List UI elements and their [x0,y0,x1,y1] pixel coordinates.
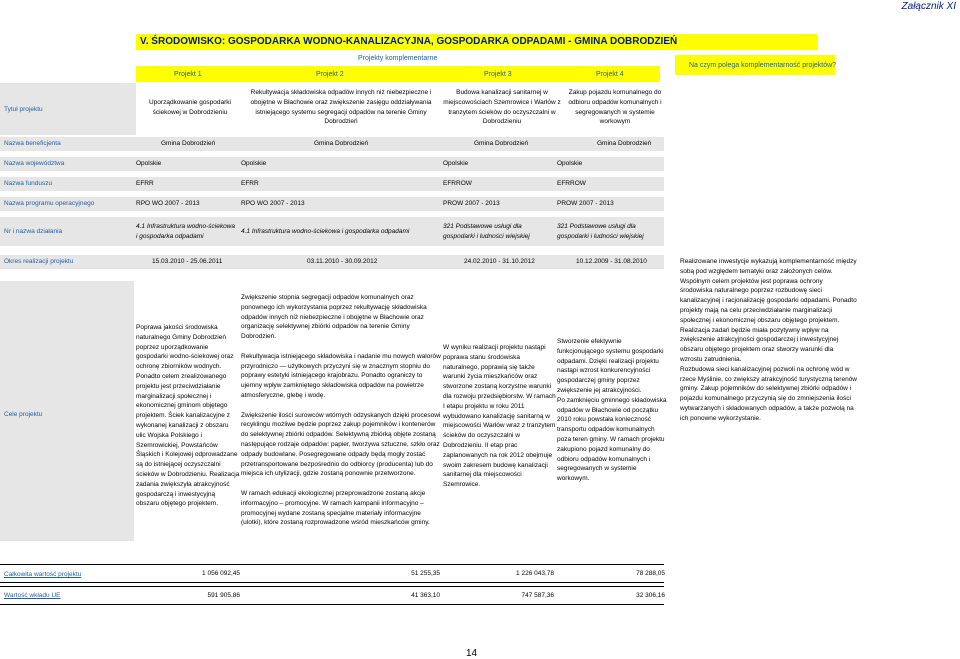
project-3-fund: EFRROW [443,180,472,187]
action-row-label: Nr i nazwa działania [4,228,63,235]
project-1-header: Projekt 1 [174,71,202,78]
project-2-voivodeship: Opolskie [241,160,267,167]
voivodeship-row-label: Nazwa województwa [4,160,65,167]
project-4-period: 10.12.2009 - 31.08.2010 [576,258,647,265]
project-2-goals: Zwiększenie stopnia segregacji odpadów komunalnych oraz ponownego ich wykorzystania poprzez rekultywację składowiska odpadów innych niż niebezpieczne i obojętne w Błachowie oraz organizację selektywnej zbiórki odpadów na terenie Gminy Dobrodzień. Rekultywacja istniejącego składowiska i nadanie mu nowych walorów przyrodniczo — użytkowych przyczyni się w znacznym stopniu do poprawy estetyki istniejącego krajobrazu. Ponadto ograniczy to ujemny wpływ zamkniętego składowiska odpadów na powietrze atmosferyczne, glebę i wodę. Zwiększenie ilości surowców wtórnych odzyskanych dzięki procesowi recyklingu możliwe będzie poprzez zakup pojemników i kontenerów do selektywnej zbiórki odpadów. Selektywną zbiórką objęte zostaną następujące rodzaje odpadów: papier, tworzywa sztuczne, szkło oraz odpady budowlane. Posegregowane odpady będą mogły zostać przetransportowane bezpośrednio do odbiorcy (producenta) lub do miejsca ich utylizacji, gdzie zostaną ponownie przetworzone. W ramach edukacji ekologicznej przeprowadzone zostaną akcje informacyjno – promocyjne. W ramach kampanii informacyjno – promocyjnej wydane zostaną specjalne materiały informacyjne (ulotki), które zostaną rozprowadzone wśród mieszkańców gminy. [241,294,441,527]
project-4-goals: Stworzenie efektywnie funkcjonującego systemu gospodarki odpadami. Dzięki realizacji projektu nastąpi wzrost konkurencyjności gospodarczej gminy poprzez zwiększenie jej atrakcyjności. Po zamknięciu gminnego składowiska odpadów w Błachowie od początku 2010 roku powstała konieczność transportu odpadów komunalnych poza teren gminy. W ramach projektu zakupiono pojazd komunalny do odbioru odpadów komunalnych i segregowanych w systemie workowym. [557,338,667,483]
projects-group-label: Projekty komplementarne [358,55,438,62]
goals-row-label: Cele projektu [4,411,43,418]
project-4-total-value: 78 288,05 [636,570,665,577]
project-4-fund: EFRROW [557,180,586,187]
project-1-program: RPO WO 2007 - 2013 [136,200,200,207]
complementarity-description: Realizowane inwestycje wykazują komplementarność między sobą pod względem tematyki oraz założonych celów. Wspólnym celem projektów jest poprawa ochrony środowiska naturalnego poprzez rozbudowę sieci kanalizacyjnej i racjonalizację gospodarki odpadami. Ponadto projekty mają na celu przeciwdziałanie marginalizacji społecznej i ekonomicznej obszaru objętego projektem. Realizacja zadań będzie miała pozytywny wpływ na zwiększenie atrakcyjności gospodarczej i inwestycyjnej obszaru objętego projektem oraz stworzy warunki dla wzrostu zatrudnienia. Rozbudowa sieci kanalizacyjnej pozwoli na ochronę wód w rzece Myślinie, co zwiększy atrakcyjność turystyczną terenów gminy. Zakup pojemników do selektywnej zbiórki odpadów i pojazdu komunalnego przyczynią się do zmniejszenia ilości wytwarzanych i składowanych odpadów, a także pozwolą na ich ponowne wykorzystanie. [680,258,858,422]
project-1-period: 15.03.2010 - 25.06.2011 [152,258,223,265]
project-4-action: 321 Podstawowe usługi dla gospodarki i ludności wiejskiej [557,223,644,240]
period-row-label: Okres realizacji projektu [4,258,74,265]
project-3-goals: W wyniku realizacji projektu nastąpi poprawa stanu środowiska naturalnego, poprawią się także warunki życia mieszkańców oraz stworzone zostaną korzystne warunki dla rozwoju przedsiębiorstw. W ramach I etapu projektu w roku 2011 wybudowano kanalizację sanitarną w miejscowości Warłów wraz z tranzytem ścieków do oczyszczalni w Dobrodzieniu. II etap prac zaplanowanych na rok 2012 obejmuje swoim zakresem budowę kanalizacji sanitarnej dla miejscowości Szemrowice. [443,344,558,489]
project-2-beneficiary: Gmina Dobrodzień [314,140,369,147]
eu-contribution-top-rule [0,586,664,587]
projects-header-bar [136,66,660,82]
page-number: 14 [466,648,478,659]
project-4-voivodeship: Opolskie [557,160,583,167]
total-value-row-label: Całkowita wartość projektu [4,571,82,578]
project-3-action: 321 Podstawowe usługi dla gospodarki i ludności wiejskiej [443,223,530,240]
project-2-period: 03.11.2010 - 30.09.2012 [307,258,378,265]
project-3-title: Budowa kanalizacji sanitarnej w miejscowościach Szemrowice i Warłów z tranzytem ścieków do oczyszczalni w Dobrodzieniu [443,89,561,126]
project-4-eu-contribution: 32 306,16 [636,592,665,599]
project-4-beneficiary: Gmina Dobrodzień [597,140,652,147]
project-2-fund: EFRR [241,180,259,187]
complementarity-question: Na czym polega komplementarność projektów? [689,62,837,69]
project-1-total-value: 1 056 092,45 [202,570,240,577]
eu-contribution-bottom-rule [0,604,664,605]
program-row-label: Nazwa programu operacyjnego [4,200,95,207]
project-4-title: Zakup pojazdu komunalnego do odbioru odpadów komunalnych i segregowanych w systemie workowym [568,89,662,126]
project-2-eu-contribution: 41 363,10 [411,592,440,599]
eu-contribution-row-label: Wartość wkładu UE [4,592,61,599]
project-3-beneficiary: Gmina Dobrodzień [474,140,529,147]
project-3-program: PROW 2007 - 2013 [443,200,500,207]
project-2-total-value: 51 255,35 [411,570,440,577]
fund-row-label: Nazwa funduszu [4,180,53,187]
project-4-program: PROW 2007 - 2013 [557,200,614,207]
project-1-title: Uporządkowanie gospodarki ściekowej w Dobrodzieniu [148,99,232,116]
project-1-action: 4.1 Infrastruktura wodno-ściekowa i gospodarka odpadami [136,223,235,240]
project-4-header: Projekt 4 [596,71,624,78]
project-2-title: Rekultywacja składowiska odpadów innych niż niebezpieczne i obojętne w Błachowie oraz zwiększenie zasięgu oddziaływania istniejącego systemu segregacji odpadów na terenie Gminy Dobrodzień [250,89,432,126]
project-1-fund: EFRR [136,180,154,187]
total-value-bottom-rule [0,582,664,583]
project-2-program: RPO WO 2007 - 2013 [241,200,305,207]
project-1-beneficiary: Gmina Dobrodzień [161,140,216,147]
project-3-eu-contribution: 747 587,36 [521,592,554,599]
beneficiary-row-label: Nazwa beneficjenta [4,140,61,147]
project-3-period: 24.02.2010 - 31.10.2012 [464,258,535,265]
annex-label: Załącznik XI [901,1,956,12]
total-value-top-rule [0,564,664,565]
project-2-action: 4.1 Infrastruktura wodno-ściekowa i gospodarka odpadami [241,228,410,235]
project-3-total-value: 1 226 043,78 [516,570,554,577]
project-3-header: Projekt 3 [484,71,512,78]
project-1-eu-contribution: 591 905,86 [207,592,240,599]
project-1-goals: Poprawa jakości środowiska naturalnego Gminy Dobrodzień poprzez uporządkowanie gospodarki wodno-ściekowej oraz ochronę zbiorników wodnych. Ponadto celem zrealizowanego projektu jest przeciwdziałanie marginalizacji społecznej i ekonomicznej gminom objętego projektem. Ściek kanalizacyjne z wykonanej kanalizacji z obszaru ulic Wojska Polskiego i Szemrowickiej, Powstańców Śląskich i Kolejowej odprowadzane są do istniejącej oczyszczalni ścieków w Dobrodzieniu. Realizacja zadania zwiększyła atrakcyjność gospodarczą i inwestycyjną obszaru objętego projektem. [136,324,242,508]
project-3-voivodeship: Opolskie [443,160,469,167]
title-row-label: Tytuł projektu [4,106,43,113]
project-2-header: Projekt 2 [316,71,344,78]
project-1-voivodeship: Opolskie [136,160,162,167]
page-title: V. ŚRODOWISKO: GOSPODARKA WODNO-KANALIZACYJNA, GOSPODARKA ODPADAMI - GMINA DOBRODZIEŃ [140,36,678,47]
